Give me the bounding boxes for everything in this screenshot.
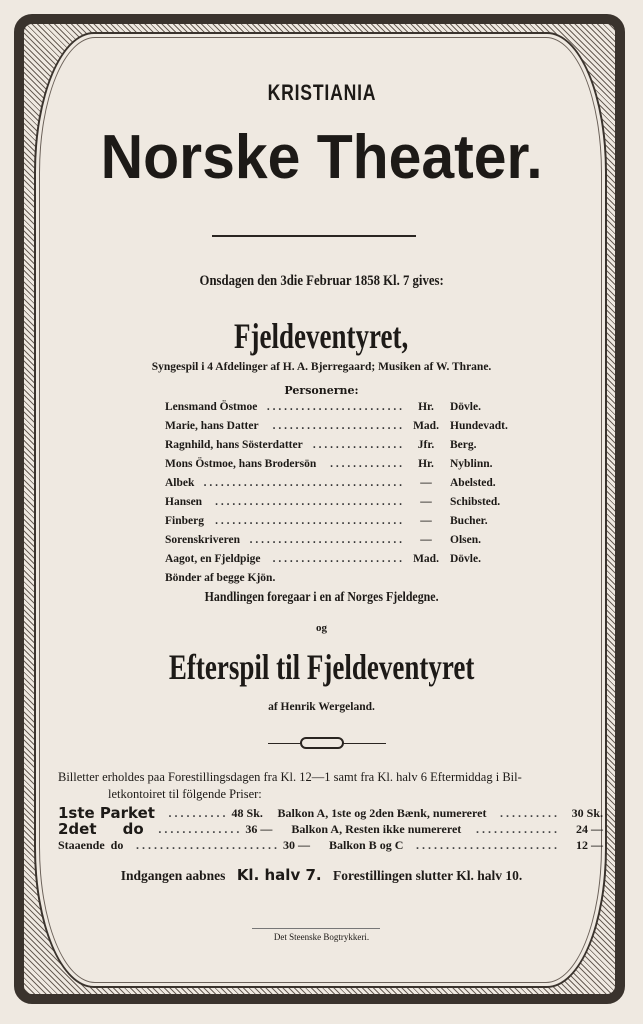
doors-time: Kl. halv 7. — [236, 866, 322, 884]
date-line: Onsdagen den 3die Februar 1858 Kl. 7 gives: — [199, 273, 444, 289]
theater-name: Norske Theater. — [100, 123, 543, 192]
leader-dots: . . . . . . . . . . . . . . . . . . . . . . . . . . . . . . . . . — [215, 496, 402, 508]
actor: Dövle. — [450, 553, 481, 565]
leader-dots: . . . . . . . . . . . . . . . . . . . . . . . . . . . . . . . . . — [215, 515, 402, 527]
seat-price: 48 Sk. — [231, 806, 263, 820]
leader-dots: . . . . . . . . . . . . . . . . . . . . . . . — [272, 553, 402, 565]
actor-title: — — [420, 515, 432, 527]
cast-row — [165, 474, 525, 493]
cast-row — [165, 417, 525, 436]
seat-price: 30 — — [283, 838, 310, 852]
afterpiece-author: af Henrik Wergeland. — [268, 701, 375, 713]
actor: Berg. — [450, 439, 477, 451]
price-row — [58, 837, 603, 853]
leader-dots: . . . . . . . . . . . . . . . . — [312, 439, 402, 451]
play-title: Fjeldeventyret, — [234, 316, 409, 356]
price-table — [58, 805, 603, 853]
printer-name: Det Steenske Bogtrykkeri. — [273, 932, 370, 942]
actor: Schibsted. — [450, 496, 501, 508]
seat-price: 36 — — [245, 822, 273, 836]
afterpiece-title: Efterspil til Fjeldeventyret — [168, 647, 475, 687]
play-subtitle: Syngespil i 4 Afdelinger af H. A. Bjerregaard; Musiken af W. Thrane. — [151, 361, 492, 373]
balcony: Balkon A, Resten ikke numereret — [291, 822, 462, 836]
actor-title: Mad. — [413, 420, 439, 432]
role: Sorenskriveren — [165, 534, 240, 546]
leader-dots: . . . . . . . . . . . . . — [330, 458, 402, 470]
price-row — [58, 821, 603, 837]
balcony-price: 12 — — [576, 838, 604, 852]
actor-title: Mad. — [413, 553, 439, 565]
leader-dots: . . . . . . . . . . . . . . . . . . . . . . . . — [413, 838, 558, 852]
leader-dots: . . . . . . . . . . . . . . . . . . . . . . . — [272, 420, 402, 432]
role: Hansen — [165, 496, 203, 508]
printer-divider — [252, 928, 380, 929]
seat: 1ste Parket — [58, 804, 155, 822]
actor: Abelsted. — [450, 477, 496, 489]
cast-row — [165, 455, 525, 474]
leader-dots: . . . . . . . . . . . . . . — [155, 822, 240, 836]
actor-title: — — [420, 477, 432, 489]
role: Mons Östmoe, hans Brodersön — [165, 458, 317, 470]
cast-list — [165, 398, 525, 588]
actor-title: Hr. — [418, 401, 434, 413]
actor: Dövle. — [450, 401, 481, 413]
cast-heading: Personerne: — [284, 384, 359, 397]
cast-row — [165, 398, 525, 417]
price-row — [58, 805, 603, 821]
actor: Olsen. — [450, 534, 481, 546]
leader-dots: . . . . . . . . . . . . . . . . . . . . . . . . . . . — [249, 534, 402, 546]
leader-dots: . . . . . . . . . . . . . . . . . . . . . . . . — [133, 838, 277, 852]
city-name: KRISTIANIA — [267, 80, 376, 105]
leader-dots: . . . . . . . . . . — [497, 806, 558, 820]
ornament-icon — [300, 737, 344, 749]
role: Ragnhild, hans Sösterdatter — [165, 439, 303, 451]
seat: Staaende do — [58, 838, 124, 852]
ticket-info-cont: letkontoiret til fölgende Priser: — [108, 787, 262, 801]
cast-row — [165, 512, 525, 531]
actor: Bucher. — [450, 515, 488, 527]
leader-dots: . . . . . . . . . . . . . . . . . . . . . . . . — [266, 401, 402, 413]
balcony: Balkon A, 1ste og 2den Bænk, numereret — [277, 806, 487, 820]
role: Marie, hans Datter — [165, 420, 259, 432]
and-text: og — [316, 622, 327, 634]
balcony-price: 24 — — [576, 822, 604, 836]
cast-row — [165, 436, 525, 455]
actor: Hundevadt. — [450, 420, 508, 432]
leader-dots: . . . . . . . . . . — [165, 806, 226, 820]
actor-title: Hr. — [418, 458, 434, 470]
actor-title: — — [420, 496, 432, 508]
show-ends: Forestillingen slutter Kl. halv 10. — [332, 868, 523, 883]
cast-extra: Bönder af begge Kjön. — [165, 572, 276, 584]
leader-dots: . . . . . . . . . . . . . . . . . . . . . . . . . . . . . . . . . . . — [203, 477, 402, 489]
role: Aagot, en Fjeldpige — [165, 553, 261, 565]
role: Lensmand Östmoe — [165, 401, 258, 413]
setting-line: Handlingen foregaar i en af Norges Fjeldegne. — [204, 590, 439, 605]
actor-title: — — [420, 534, 432, 546]
ticket-info: Billetter erholdes paa Forestillingsdagen fra Kl. 12—1 samt fra Kl. halv 6 Eftermiddag i Bil- — [58, 770, 522, 784]
cast-row — [165, 493, 525, 512]
doors-open: Indgangen aabnes — [120, 868, 226, 883]
role: Albek — [165, 477, 195, 489]
seat: 2det do — [58, 820, 144, 838]
cast-row — [165, 531, 525, 550]
balcony: Balkon B og C — [329, 838, 404, 852]
cast-row — [165, 550, 525, 569]
balcony-price: 30 Sk. — [571, 806, 604, 820]
actor: Nyblinn. — [450, 458, 493, 470]
leader-dots: . . . . . . . . . . . . . . — [473, 822, 558, 836]
actor-title: Jfr. — [417, 439, 435, 451]
divider — [212, 235, 416, 237]
role: Finberg — [165, 515, 204, 527]
